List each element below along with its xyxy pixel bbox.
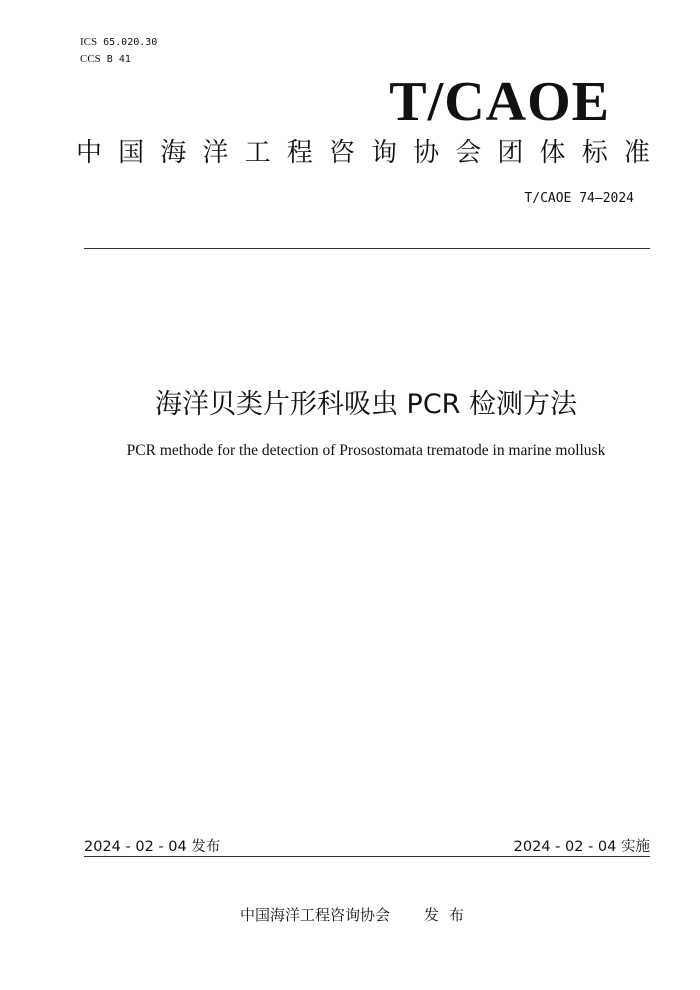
org-char: 工	[244, 138, 271, 168]
top-divider	[84, 248, 650, 249]
issue-date: 2024 - 02 - 04 发布	[84, 839, 221, 855]
org-char: 协	[413, 138, 440, 168]
publisher-line	[240, 904, 474, 925]
ccs-line	[80, 51, 157, 68]
org-char: 中	[76, 138, 103, 168]
ccs-value: B 41	[106, 54, 131, 65]
org-banner	[76, 136, 650, 170]
title-chinese: 海洋贝类片形科吸虫 PCR 检测方法	[154, 389, 578, 420]
ccs-label: CCS	[80, 53, 101, 65]
ics-value: 65.020.30	[103, 37, 158, 48]
brand-logo-text: T/CAOE	[389, 71, 610, 133]
classification-codes	[80, 34, 157, 68]
org-char: 体	[539, 138, 566, 168]
org-char: 程	[286, 138, 313, 168]
org-char: 洋	[202, 138, 229, 168]
org-char: 标	[581, 138, 608, 168]
publisher-name: 中国海洋工程咨询协会	[240, 906, 391, 924]
org-char: 准	[623, 138, 650, 168]
implement-date: 2024 - 02 - 04 实施	[513, 839, 650, 855]
ics-line	[80, 34, 157, 51]
ics-label: ICS	[80, 36, 98, 48]
standard-number: T/CAOE 74—2024	[524, 191, 634, 206]
publish-action: 发布	[424, 906, 475, 924]
title-english: PCR methode for the detection of Prosostomata trematode in marine mollusk	[126, 442, 606, 459]
org-char: 会	[455, 138, 482, 168]
bottom-divider	[84, 856, 650, 857]
org-char: 海	[160, 138, 187, 168]
org-char: 咨	[328, 138, 355, 168]
org-char: 询	[370, 138, 397, 168]
org-char: 国	[118, 138, 145, 168]
org-char: 团	[497, 138, 524, 168]
